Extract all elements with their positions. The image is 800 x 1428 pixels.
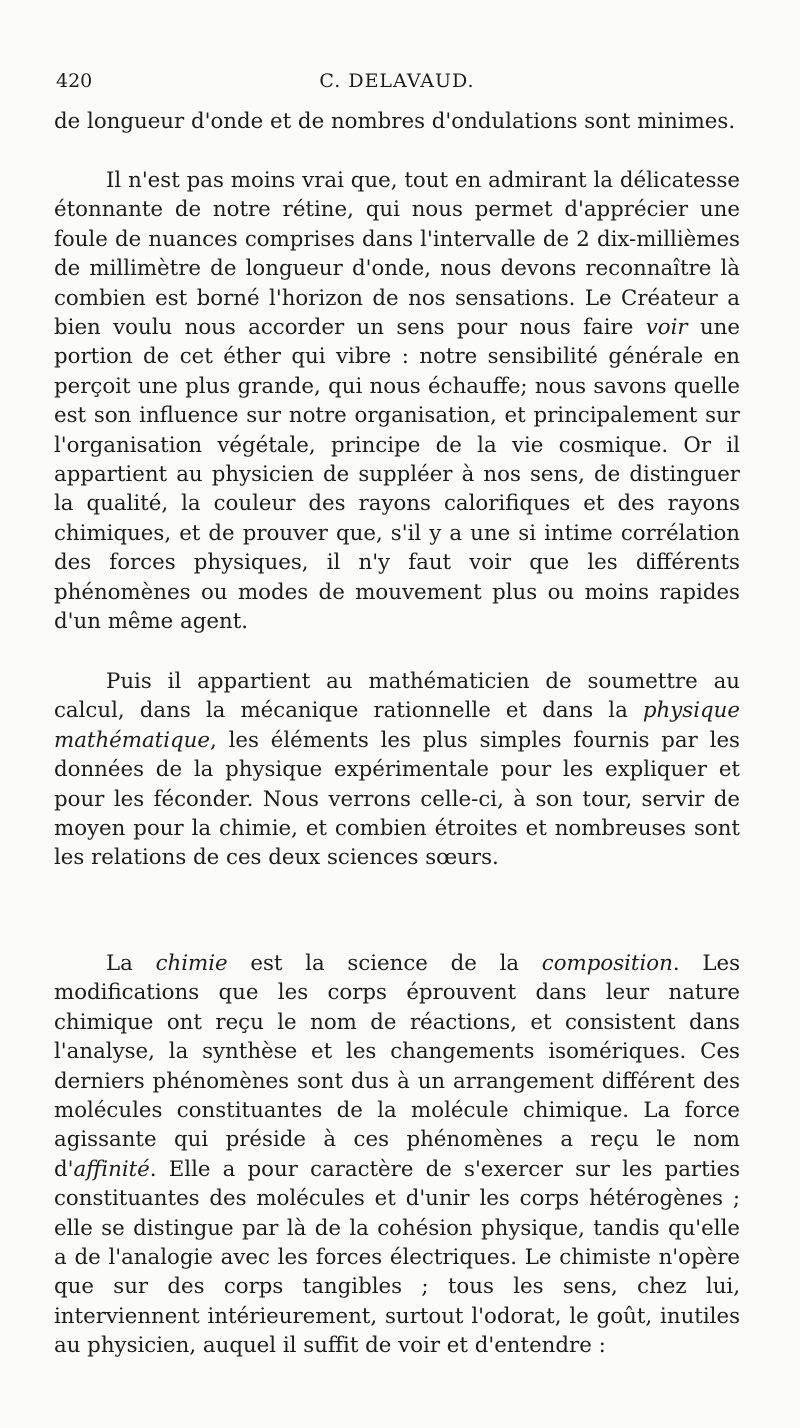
emphasis-affinite: affinité (73, 1156, 150, 1182)
paragraph-4-text-a: La (106, 951, 156, 976)
paragraph-mathematics (54, 667, 740, 873)
running-title: C. DELAVAUD. (319, 70, 475, 92)
paragraph-2-text-a: Il n'est pas moins vrai que, tout en admirant la délicatesse étonnante de notre rétine, qui nous permet d'apprécier une foule de nuances comprises dans l'intervalle de 2 dix-millièmes de millimètre de longueur d'onde, nous devons reconnaître là combien est borné l'horizon de nos sensations. Le Créateur a bien voulu nous accorder un sens pour nous faire (54, 168, 740, 341)
page-number: 420 (56, 70, 93, 92)
paragraph-3-text-a: Puis il appartient au mathématicien de soumettre au calcul, dans la mécanique rationnelle et dans la (54, 669, 740, 724)
paragraph-continuation (54, 107, 740, 136)
emphasis-voir: voir (645, 315, 688, 341)
paragraph-senses (54, 166, 740, 637)
page-header (54, 68, 740, 94)
paragraph-2-text-c: une portion de cet éther qui vibre : notre sensibilité générale en perçoit une plus grande, qui nous échauffe; nous savons quelle est son influence sur notre organisation, et principalement sur l'organisation végétale, principe de la vie cosmique. Or il appartient au physicien de suppléer à nos sens, de distinguer la qualité, la couleur des rayons calorifiques et des rayons chimiques, et de prouver que, s'il y a une si intime corrélation des forces physiques, il n'y faut voir que les différents phénomènes ou modes de mouvement plus ou moins rapides d'un même agent. (54, 315, 740, 635)
paragraph-chimie (54, 949, 740, 1361)
paragraph-4-text-e: . Les modifications que les corps éprouvent dans leur nature chimique ont reçu le nom de réactions, et consistent dans l'analyse, la synthèse et les changements isomériques. Ces derniers phénomènes sont dus à un arrangement différent des molécules constituantes de la molécule chimique. La force agissante qui préside à ces phénomènes a reçu le nom d' (54, 951, 741, 1182)
paragraph-3-text-c: , les éléments les plus simples fournis par les données de la physique expérimentale pour les expliquer et pour les féconder. Nous verrons celle-ci, à son tour, servir de moyen pour la chimie, et combien étroites et nombreuses sont les relations de ces deux sciences sœurs. (54, 727, 740, 871)
paragraph-4-text-c: est la science de la (227, 951, 542, 976)
paragraph-4-text-g: . Elle a pour caractère de s'exercer sur les parties constituantes des molécules et d'unir les corps hétérogènes ; elle se distingue par là de la cohésion physique, tandis qu'elle a de l'analogie avec les forces électriques. Le chimiste n'opère que sur des corps tangibles ; tous les sens, chez lui, interviennent intérieurement, surtout l'odorat, le goût, inutiles au physicien, auquel il suffit de voir et d'entendre : (54, 1156, 740, 1359)
emphasis-physique-mathematique: physique mathématique (54, 698, 740, 753)
paragraph-1-text: de longueur d'onde et de nombres d'ondulations sont minimes. (54, 109, 736, 134)
emphasis-composition: composition (541, 951, 673, 976)
emphasis-chimie: chimie (155, 951, 228, 976)
